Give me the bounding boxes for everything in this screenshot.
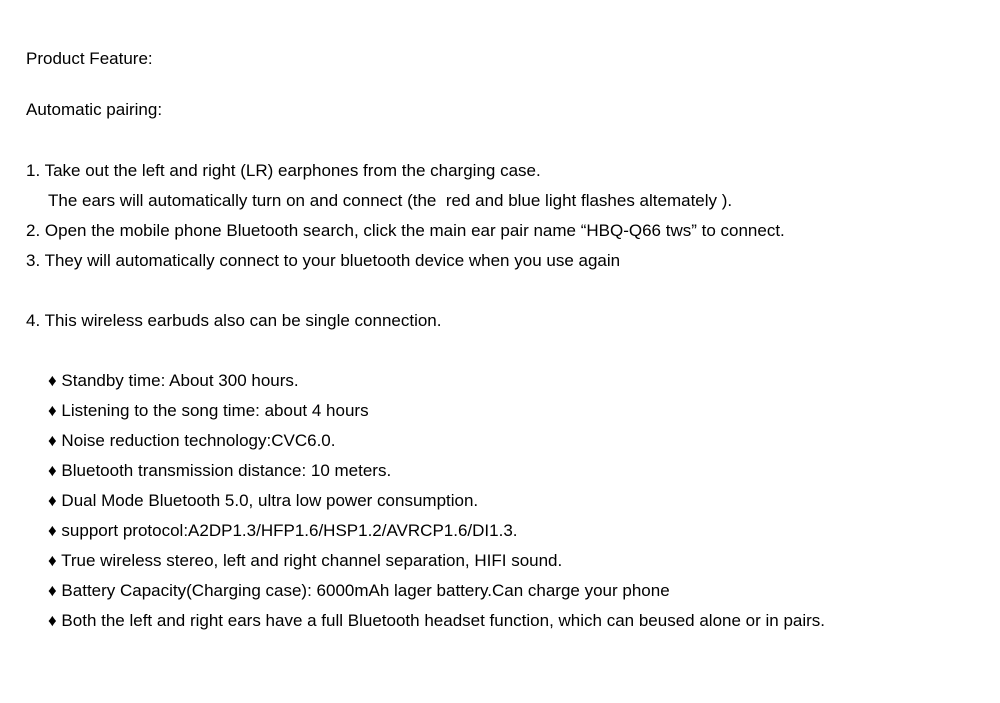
diamond-bullet-icon: ♦ [48, 401, 57, 420]
diamond-bullet-icon: ♦ [48, 461, 57, 480]
diamond-bullet-icon: ♦ [48, 431, 57, 450]
step-1-continuation: The ears will automatically turn on and connect (the red and blue light flashes altemately ). [48, 191, 733, 210]
feature-text: Standby time: About 300 hours. [61, 371, 299, 390]
feature-text: Listening to the song time: about 4 hours [61, 401, 369, 420]
feature-text: Battery Capacity(Charging case): 6000mAh lager battery.Can charge your phone [61, 581, 670, 600]
feature-item [48, 551, 562, 571]
feature-text: Both the left and right ears have a full Bluetooth headset function, which can beused alone or in pairs. [61, 611, 826, 630]
diamond-bullet-icon: ♦ [48, 551, 57, 570]
section-subtitle: Automatic pairing: [26, 100, 163, 119]
section-title: Product Feature: [26, 49, 153, 68]
step-4: 4. This wireless earbuds also can be single connection. [26, 311, 442, 330]
step-2: 2. Open the mobile phone Bluetooth search, click the main ear pair name “HBQ-Q66 tws” to connect. [26, 221, 785, 240]
feature-item [48, 521, 518, 541]
diamond-bullet-icon: ♦ [48, 581, 57, 600]
diamond-bullet-icon: ♦ [48, 371, 57, 390]
feature-text: Noise reduction technology:CVC6.0. [61, 431, 336, 450]
diamond-bullet-icon: ♦ [48, 521, 57, 540]
step-3: 3. They will automatically connect to your bluetooth device when you use again [26, 251, 621, 270]
feature-item [48, 371, 299, 391]
feature-text: support protocol:A2DP1.3/HFP1.6/HSP1.2/AVRCP1.6/DI1.3. [61, 521, 518, 540]
feature-item [48, 491, 478, 511]
feature-item [48, 461, 391, 481]
feature-text: Dual Mode Bluetooth 5.0, ultra low power consumption. [61, 491, 479, 510]
feature-item [48, 431, 335, 451]
feature-item [48, 581, 670, 601]
step-1: 1. Take out the left and right (LR) earphones from the charging case. [26, 161, 541, 180]
diamond-bullet-icon: ♦ [48, 611, 57, 630]
diamond-bullet-icon: ♦ [48, 491, 57, 510]
feature-text: Bluetooth transmission distance: 10 meters. [61, 461, 392, 480]
feature-item [48, 611, 825, 631]
feature-item [48, 401, 369, 421]
feature-text: True wireless stereo, left and right channel separation, HIFI sound. [61, 551, 563, 570]
